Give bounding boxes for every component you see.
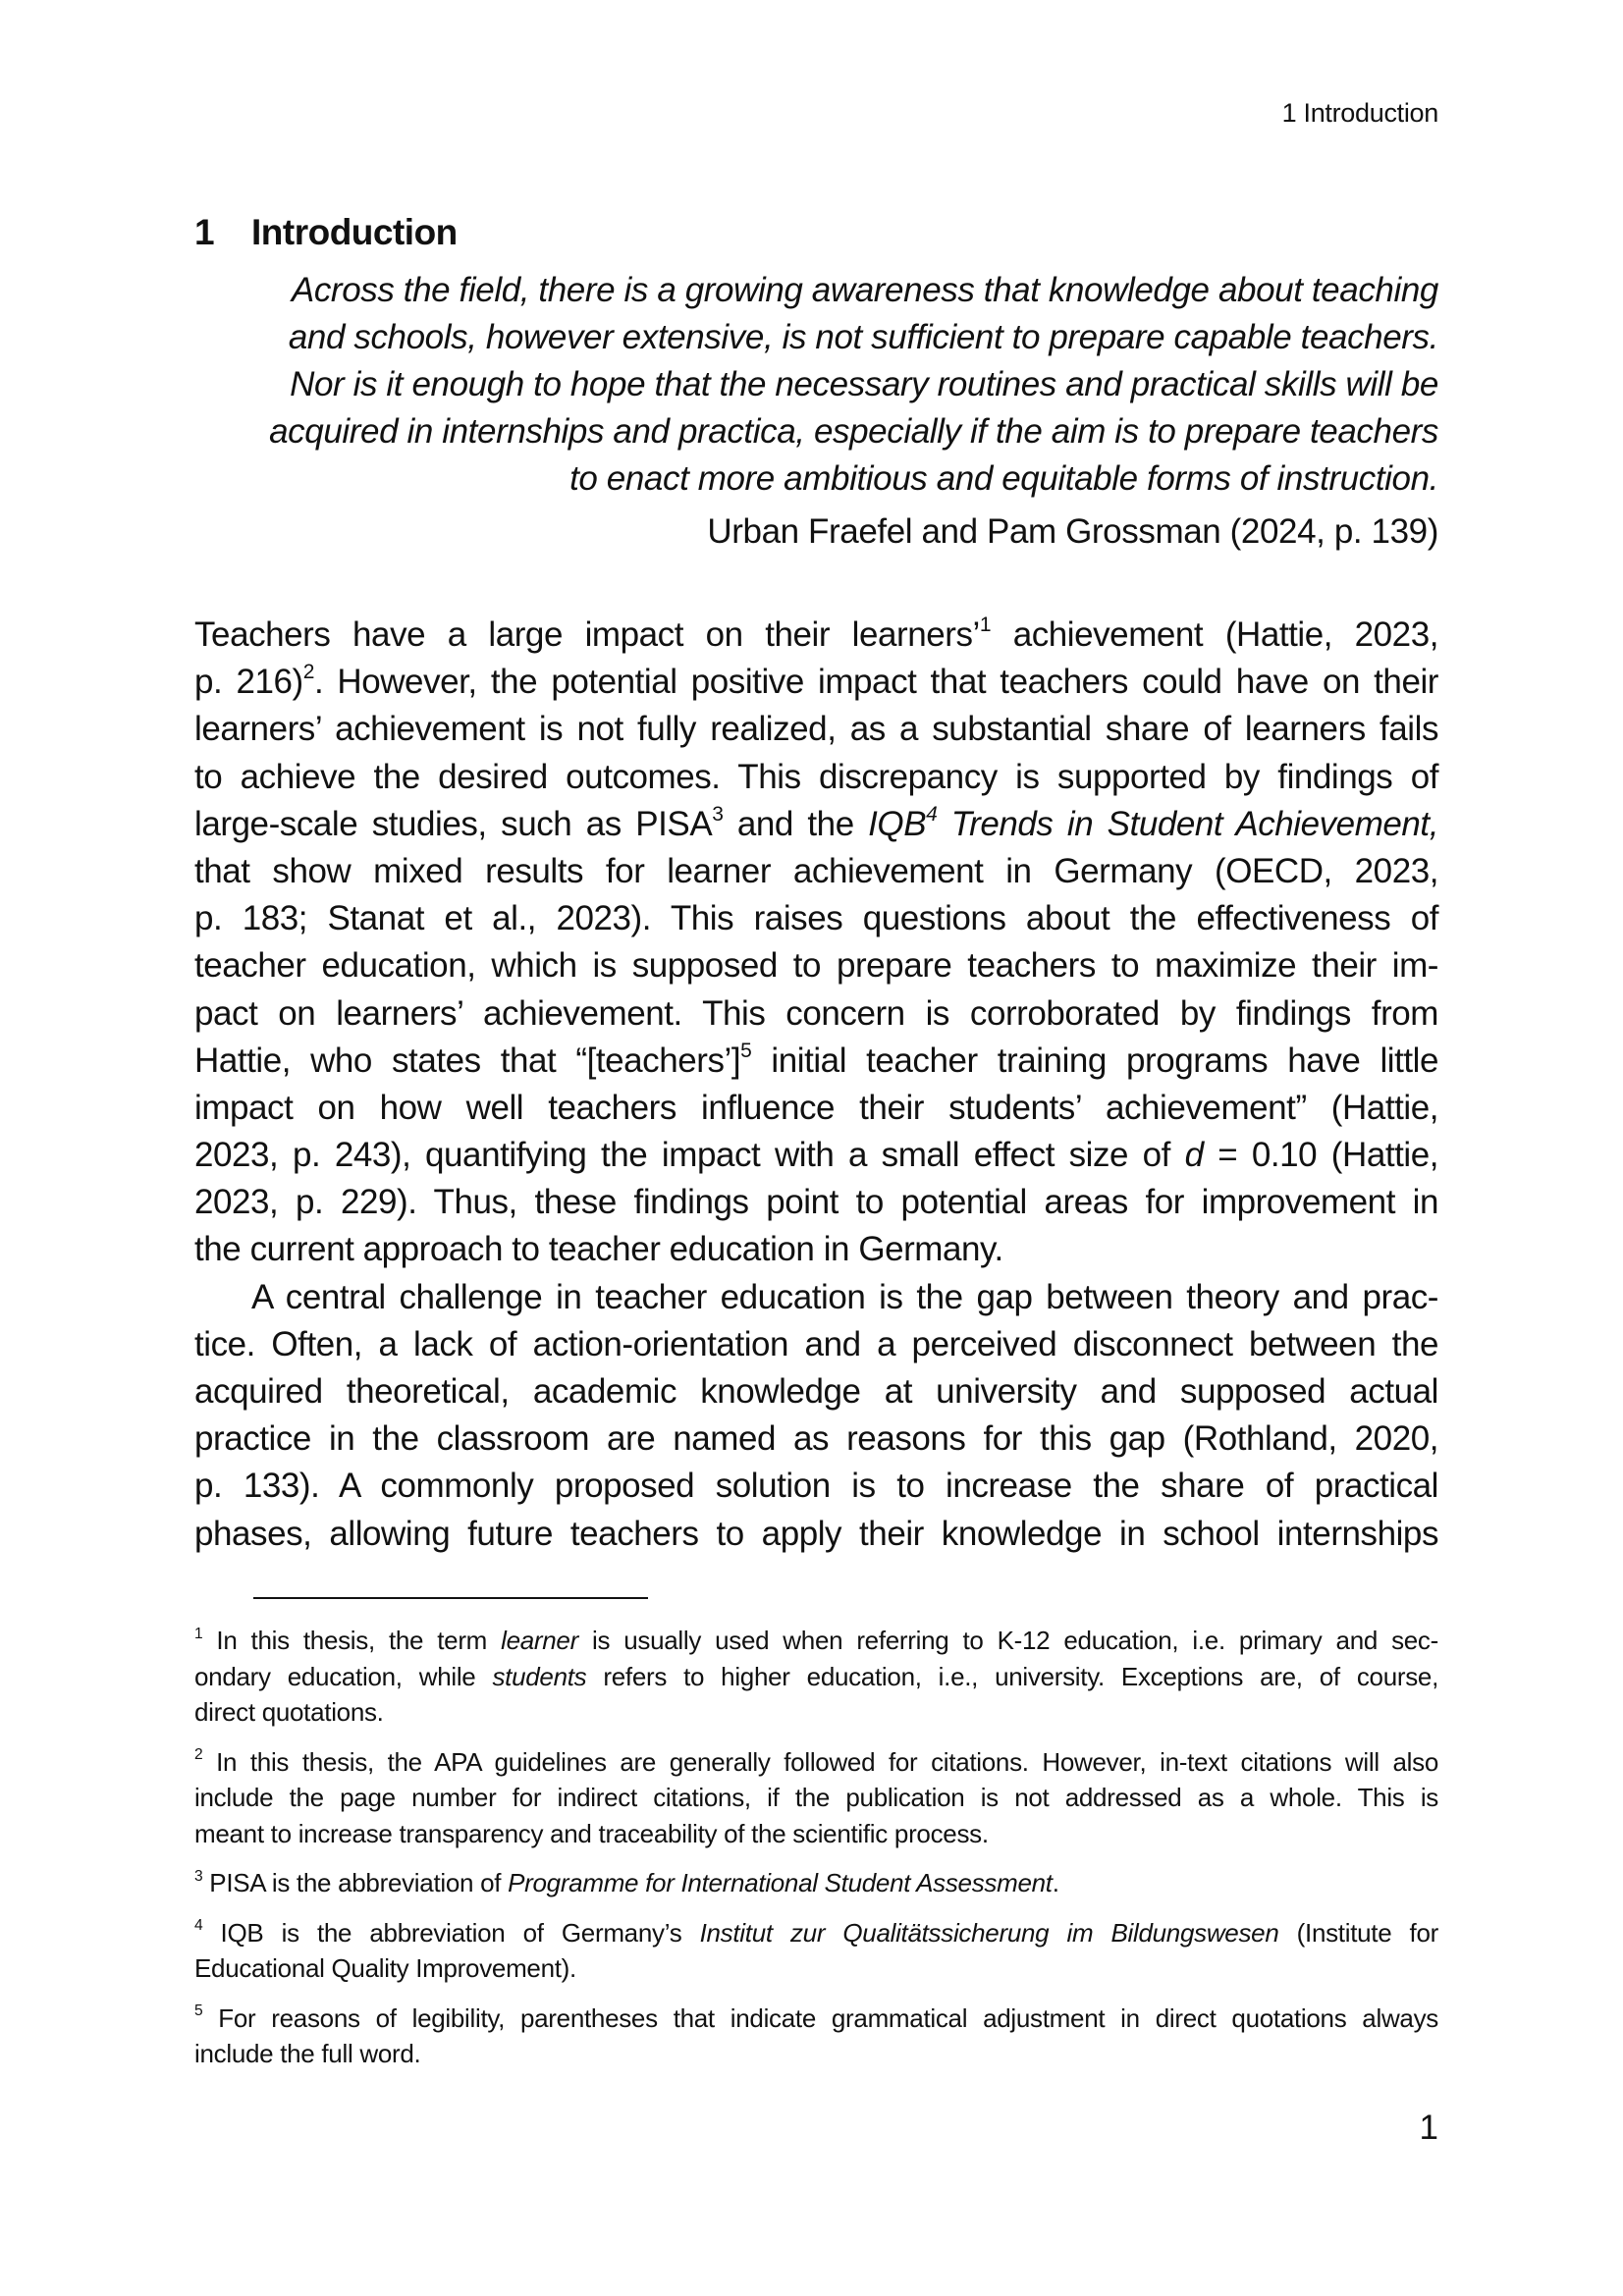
text-line: direct quotations.	[194, 1697, 384, 1727]
paragraph	[194, 612, 1438, 1274]
epigraph-attribution: Urban Fraefel and Pam Grossman (2024, p. 139)	[707, 512, 1438, 551]
text-line: meant to increase transparency and traceability of the scientific process.	[194, 1818, 989, 1848]
text-line: include the page number for indirect citations, if the publication is not addressed as a whole. This is	[194, 1783, 1438, 1812]
footnote-1	[194, 1623, 1438, 1731]
text-line: teacher education, which is supposed to prepare teachers to maximize their im-	[194, 946, 1438, 986]
epigraph-line: to enact more ambitious and equitable forms of instruction.	[569, 459, 1438, 498]
text-line: p. 133). A commonly proposed solution is to increase the share of practical	[194, 1467, 1438, 1506]
text-line: 2023, p. 243), quantifying the impact with a small effect size of d = 0.10 (Hattie,	[194, 1136, 1438, 1175]
text-line: $^5$ For reasons of legibility, parentheses that indicate grammatical adjustment in direct quotations always	[194, 2002, 1438, 2033]
text-line: that show mixed results for learner achievement in Germany (OECD, 2023,	[194, 851, 1438, 890]
text-line: acquired theoretical, academic knowledge at university and supposed actual	[194, 1372, 1438, 1411]
text-line: large-scale studies, such as PISA$^3$ and the IQB$^4$ Trends in Student Achievement,	[194, 803, 1438, 843]
epigraph-line: Nor is it enough to hope that the necessary routines and practical skills will be	[290, 365, 1438, 403]
chapter-title	[194, 212, 458, 253]
running-header: 1 Introduction	[1281, 98, 1438, 128]
text-line: ondary education, while students refers to higher education, i.e., university. Exceptions are, of course,	[194, 1661, 1438, 1691]
footnote-5	[194, 2001, 1438, 2072]
footnote-separator	[253, 1597, 648, 1599]
text-line: A central challenge in teacher education is the gap between theory and prac-	[251, 1277, 1438, 1316]
text-line: include the full word.	[194, 2039, 421, 2068]
text-line: $^3$ PISA is the abbreviation of Programme for International Student Assessment.	[194, 1867, 1059, 1897]
text-line: the current approach to teacher education in Germany.	[194, 1230, 1003, 1269]
footnote-4	[194, 1915, 1438, 1987]
text-line: Teachers have a large impact on their learners’$^1$ achievement (Hattie, 2023,	[194, 614, 1438, 654]
text-line: impact on how well teachers influence their students’ achievement” (Hattie,	[194, 1088, 1438, 1127]
text-line: Hattie, who states that “[teachers’]$^5$ initial teacher training programs have little	[194, 1039, 1438, 1080]
text-line: $^4$ IQB is the abbreviation of Germany’s Institut zur Qualitätssicherung im Bildungswesen (Institute for	[194, 1917, 1438, 1948]
text-line: Educational Quality Improvement).	[194, 1953, 576, 1983]
text-line: phases, allowing future teachers to apply their knowledge in school internships	[194, 1514, 1438, 1553]
footnotes	[194, 1623, 1438, 2086]
chapter-title-text: Introduction	[251, 212, 458, 252]
text-line: $^2$ In this thesis, the APA guidelines are generally followed for citations. However, in-text citations will also	[194, 1746, 1438, 1777]
footnote-3	[194, 1865, 1438, 1901]
text-line: pact on learners’ achievement. This concern is corroborated by findings from	[194, 993, 1438, 1033]
text-line: 2023, p. 229). Thus, these findings point to potential areas for improvement in	[194, 1183, 1438, 1222]
body-text	[194, 612, 1438, 1558]
text-line: $^1$ In this thesis, the term learner is usually used when referring to K-12 education, i.e. primary and sec-	[194, 1625, 1438, 1655]
page-number: 1	[1419, 2109, 1438, 2147]
paragraph	[194, 1274, 1438, 1558]
text-line: to achieve the desired outcomes. This discrepancy is supported by findings of	[194, 757, 1438, 796]
text-line: p. 183; Stanat et al., 2023). This raises questions about the effectiveness of	[194, 899, 1438, 938]
epigraph-line: Across the field, there is a growing awareness that knowledge about teaching	[291, 271, 1438, 309]
epigraph	[201, 267, 1438, 503]
epigraph-line: and schools, however extensive, is not sufficient to prepare capable teachers.	[288, 318, 1438, 356]
chapter-number: 1	[194, 212, 215, 252]
footnote-2	[194, 1744, 1438, 1852]
text-line: tice. Often, a lack of action-orientation and a perceived disconnect between the	[194, 1324, 1438, 1363]
epigraph-line: acquired in internships and practica, especially if the aim is to prepare teachers	[269, 412, 1438, 451]
text-line: learners’ achievement is not fully realized, as a substantial share of learners fails	[194, 710, 1438, 749]
text-line: practice in the classroom are named as reasons for this gap (Rothland, 2020,	[194, 1419, 1438, 1459]
text-line: p. 216)$^2$. However, the potential positive impact that teachers could have on their	[194, 661, 1438, 702]
